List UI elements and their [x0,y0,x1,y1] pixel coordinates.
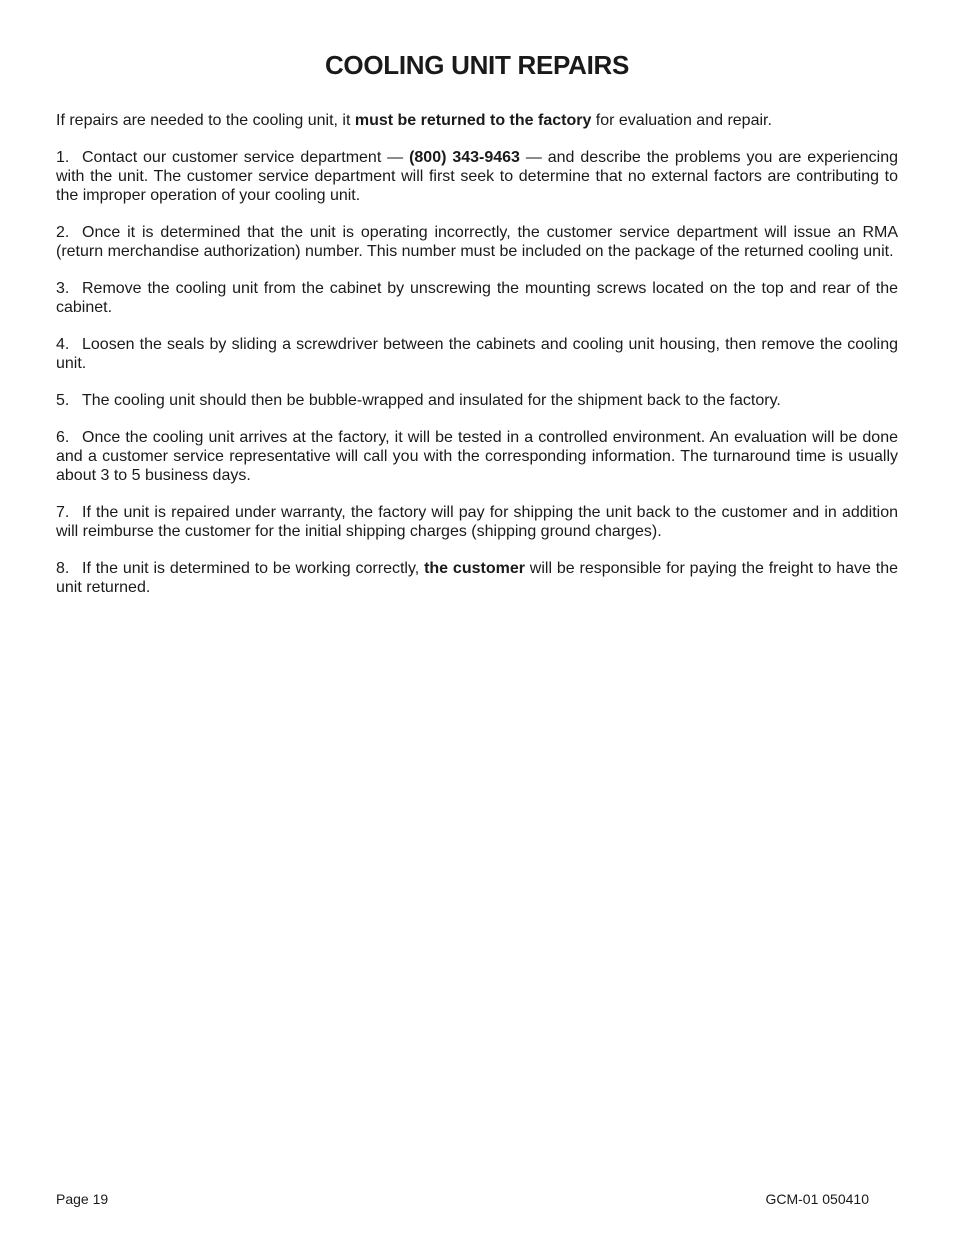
step-1 [56,148,898,205]
intro-emphasis: must be returned to the factory [354,112,592,129]
page-title: COOLING UNIT REPAIRS [324,50,630,80]
document-body [56,111,898,615]
step-3-text: Remove the cooling unit from the cabinet by unscrewing the mounting screws located on the top and rear of the cabinet. [56,280,898,316]
step-2-text: Once it is determined that the unit is operating incorrectly, the customer service department will issue an RMA (return merchandise authorization) number. This number must be included on the package of the returned cooling unit. [56,224,898,260]
step-1-number: 1. [56,149,70,166]
intro-paragraph [56,111,898,130]
step-8 [56,559,898,597]
step-1-text-before: Contact our customer service department — [82,149,410,166]
step-4-text: Loosen the seals by sliding a screwdriver between the cabinets and cooling unit housing, then remove the cooling unit. [56,336,898,372]
step-3-number: 3. [56,280,70,297]
step-7 [56,503,898,541]
step-8-number: 8. [56,560,70,577]
step-5-text: The cooling unit should then be bubble-wrapped and insulated for the shipment back to the factory. [82,392,781,409]
step-5-number: 5. [56,392,70,409]
step-4-number: 4. [56,336,70,353]
step-3 [56,279,898,317]
step-8-emphasis: the customer [424,560,525,577]
document-code: GCM-01 050410 [765,1191,869,1207]
step-8-text-before: If the unit is determined to be working correctly, [82,560,425,577]
step-8-text-after: will be responsible for paying the freight to have the unit returned. [56,560,899,596]
step-6-number: 6. [56,429,70,446]
step-2 [56,223,898,261]
step-7-text: If the unit is repaired under warranty, the factory will pay for shipping the unit back to the customer and in addition will reimburse the customer for the initial shipping charges (shipping ground charges). [56,504,898,540]
step-6-text: Once the cooling unit arrives at the factory, it will be tested in a controlled environment. An evaluation will be done and a customer service representative will call you with the corresponding information. The turnaround time is usually about 3 to 5 business days. [56,429,898,484]
step-6 [56,428,898,485]
step-5 [56,391,898,410]
intro-text-before: If repairs are needed to the cooling unit, it [56,112,355,129]
intro-text-after: for evaluation and repair. [591,112,772,129]
step-2-number: 2. [56,224,70,241]
step-4 [56,335,898,373]
step-1-text-after: — and describe the problems you are experiencing with the unit. The customer service department will first seek to determine that no external factors are contributing to the improper operation of your cooling unit. [56,149,898,204]
step-7-number: 7. [56,504,70,521]
page-number: Page 19 [56,1191,109,1207]
phone-number: (800) 343-9463 [409,149,520,166]
